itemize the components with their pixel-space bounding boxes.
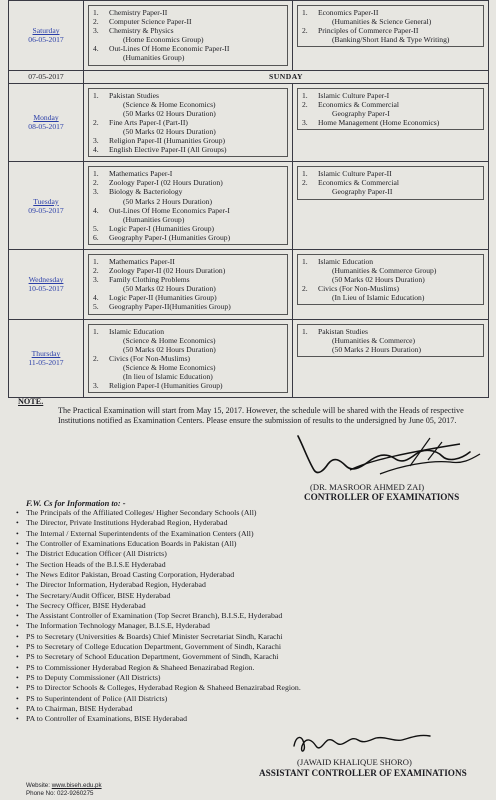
subject-name: Economics Paper-II [318,8,379,17]
subject-item [93,206,283,224]
afternoon-papers-list [302,327,479,354]
recipients-list [14,508,484,725]
date-cell [9,249,84,319]
subject-item [302,284,479,302]
controller-signature [290,430,490,482]
afternoon-papers-box [297,166,484,199]
subject-name: Pakistan Studies [109,90,159,100]
subject-number: 5. [93,302,99,312]
subject-name: Islamic Education [318,256,374,266]
date-cell [9,1,84,71]
subject-detail: (50 Marks 02 Hours Duration) [123,284,216,294]
subject-number: 4. [93,205,99,215]
afternoon-papers-box [297,88,484,130]
morning-papers-cell [84,249,293,319]
subject-number: 1. [93,256,99,266]
subject-number: 1. [93,8,99,17]
subject-detail: (50 Marks 2 Hours Duration) [123,196,213,206]
subject-number: 3. [93,187,99,197]
subject-name: English Elective Paper-II (All Groups) [109,145,227,155]
subject-number: 2. [93,117,99,127]
subject-number: 3. [93,136,99,146]
subject-name: Civics (For Non-Muslims) [109,353,191,363]
afternoon-papers-list [302,8,479,44]
note-text: The Practical Examination will start from May 15, 2017. However, the schedule will be shared with the Heads of respective Institutions notified as Examination Centers. Please ensure the submission of results to the undersigned by June 05, 2017. [58,406,464,425]
subject-name: Chemistry Paper-II [109,8,168,17]
phone-number: 022-9260275 [56,790,94,797]
subject-item [93,136,283,145]
subject-name: Logic Paper-II (Humanities Group) [109,293,217,303]
morning-papers-box [88,166,288,245]
subject-name: Out-Lines Of Home Economic Paper-II [109,44,230,54]
recipient-item: • The Secretary/Audit Officer, BISE Hyderabad [14,591,484,601]
subject-detail: (Humanities Group) [123,214,185,224]
recipient-item: • PS to Secretary (Universities & Boards) Chief Minister Secretariat Sindh, Karachi [14,632,484,642]
subject-number: 3. [302,117,308,127]
subject-name: Geography Paper-II(Humanities Group) [109,302,231,312]
subject-name: Religion Paper-I (Humanities Group) [109,381,223,391]
recipient-item: • PS to Commissioner Hyderabad Region & Shaheed Benazirabad Region. [14,663,484,673]
subject-name: Economics & Commercial [318,178,399,188]
controller-name: (DR. MASROOR AHMED ZAI) [310,482,425,492]
fwcs-heading: F.W. Cs for Information to: - [26,499,126,508]
morning-papers-cell [84,1,293,71]
recipient-item: • PA to Chairman, BISE Hyderabad [14,704,484,714]
row-date: 09-05-2017 [28,205,64,215]
recipient-item: • PS to Deputy Commissioner (All Districts) [14,673,484,683]
subject-number: 3. [93,275,99,285]
subject-item [93,327,283,354]
assistant-title: ASSISTANT CONTROLLER OF EXAMINATIONS [259,768,467,778]
subject-detail: (Humanities Group) [123,53,185,63]
morning-papers-cell [84,83,293,162]
morning-papers-cell [84,319,293,398]
afternoon-papers-cell [293,83,489,162]
row-day: Tuesday [33,196,59,206]
subject-item [93,381,283,390]
subject-name: Geography Paper-I (Humanities Group) [109,232,231,242]
afternoon-papers-cell [293,1,489,71]
morning-papers-box [88,254,288,315]
subject-item [93,302,283,311]
recipient-item: • The News Editor Pakistan, Broad Casting Corporation, Hyderabad [14,570,484,580]
controller-title: CONTROLLER OF EXAMINATIONS [304,492,460,502]
morning-papers-box [88,324,288,394]
subject-number: 2. [93,266,99,276]
subject-number: 1. [302,90,308,100]
subject-number: 2. [93,17,99,27]
subject-detail: (50 Marks 2 Hours Duration) [332,344,422,354]
subject-name: Zoology Paper-I (02 Hours Duration) [109,178,223,188]
subject-number: 1. [93,90,99,100]
subject-number: 2. [93,353,99,363]
morning-papers-box [88,88,288,158]
subject-item [93,293,283,302]
subject-detail: (In lieu of Islamic Education) [123,372,213,381]
afternoon-papers-list [302,257,479,302]
morning-papers-list [93,8,283,63]
afternoon-papers-list [302,91,479,127]
subject-number: 3. [93,26,99,36]
afternoon-papers-list [302,169,479,196]
recipient-item: • The Director Information, Hyderabad Region, Hyderabad [14,580,484,590]
subject-item [93,118,283,136]
subject-item [93,187,283,205]
subject-detail: (Humanities & Science General) [332,17,432,27]
subject-name: Mathematics Paper-I [109,169,173,179]
row-day: Wednesday [28,275,64,285]
subject-detail: (Humanities & Commerce Group) [332,266,437,276]
subject-item [302,26,479,44]
recipient-item: • The Secrecy Officer, BISE Hyderabad [14,601,484,611]
date-cell [9,162,84,250]
row-date: 11-05-2017 [28,358,64,368]
row-day: Thursday [31,349,61,359]
recipient-item: • PS to Secretary of College Education Department, Government of Sindh, Karachi [14,642,484,652]
schedule-row [9,162,489,250]
website-link[interactable]: www.biseh.edu.pk [51,782,102,789]
note-title: NOTE. [18,397,44,406]
afternoon-papers-box [297,254,484,305]
subject-item [93,354,283,381]
subject-detail: (50 Marks 02 Hours Duration) [123,344,216,354]
subject-number: 1. [302,8,308,17]
subject-detail: (In Lieu of Islamic Education) [332,293,425,303]
holiday-cell [84,70,489,83]
schedule-row [9,83,489,162]
subject-detail: (50 Marks 02 Hours Duration) [123,126,216,136]
subject-detail: Geography Paper-II [332,187,393,197]
subject-item [93,17,283,26]
date-cell [9,83,84,162]
subject-name: Civics (For Non-Muslims) [318,284,400,294]
subject-item [93,145,283,154]
subject-number: 1. [93,326,99,336]
subject-item [302,100,479,118]
subject-number: 1. [302,326,308,336]
subject-item [93,224,283,233]
date-cell [9,319,84,398]
subject-detail: (50 Marks 02 Hours Duration) [332,275,425,285]
subject-detail: (Science & Home Economics) [123,362,216,372]
footer [26,782,102,798]
recipient-item: • PA to Controller of Examinations, BISE Hyderabad [14,714,484,724]
schedule-row [9,319,489,398]
row-date: 07-05-2017 [28,72,64,82]
subject-number: 3. [93,381,99,391]
subject-name: Home Management (Home Economics) [318,117,440,127]
afternoon-papers-cell [293,162,489,250]
morning-papers-box [88,5,288,66]
subject-detail: Geography Paper-I [332,108,390,118]
subject-item [93,233,283,242]
exam-schedule-table [8,0,489,398]
subject-item [93,257,283,266]
phone-label: Phone No: [26,790,56,797]
schedule-row [9,249,489,319]
subject-name: Mathematics Paper-II [109,256,175,266]
assistant-signature [290,728,440,758]
subject-number: 4. [93,44,99,54]
sunday-row [9,70,489,83]
subject-item [93,8,283,17]
subject-name: Economics & Commercial [318,99,399,109]
assistant-name: (JAWAID KHALIQUE SHORO) [297,757,412,767]
controller-signature-block [260,430,490,500]
subject-name: Family Clothing Problems [109,275,190,285]
afternoon-papers-box [297,5,484,47]
subject-item [93,266,283,275]
subject-item [302,118,479,127]
subject-name: Logic Paper-I (Humanities Group) [109,223,215,233]
subject-name: Biology & Bacteriology [109,187,183,197]
recipient-item: • PS to Superintendent of Police (All Districts) [14,694,484,704]
subject-item [302,91,479,100]
subject-number: 4. [93,145,99,155]
subject-number: 2. [302,99,308,109]
subject-number: 2. [302,284,308,294]
subject-number: 1. [93,169,99,179]
date-cell [9,70,84,83]
morning-papers-cell [84,162,293,250]
subject-number: 1. [302,256,308,266]
subject-item [302,257,479,284]
recipient-item: • The Section Heads of the B.I.S.E Hyderabad [14,560,484,570]
subject-item [93,275,283,293]
subject-name: Fine Arts Paper-I (Part-II) [109,117,188,127]
subject-name: Islamic Culture Paper-II [318,169,392,179]
morning-papers-list [93,91,283,155]
subject-item [302,8,479,26]
row-date: 10-05-2017 [28,284,64,294]
afternoon-papers-cell [293,319,489,398]
subject-name: Zoology Paper-II (02 Hours Duration) [109,266,226,276]
subject-name: Principles of Commerce Paper-II [318,26,419,36]
subject-name: Out-Lines Of Home Economics Paper-I [109,205,230,215]
row-date: 06-05-2017 [28,35,64,45]
subject-name: Religion Paper-II (Humanities Group) [109,136,226,146]
subject-item [93,26,283,44]
subject-detail: (50 Marks 02 Hours Duration) [123,108,216,118]
subject-name: Pakistan Studies [318,326,368,336]
subject-name: Islamic Education [109,326,165,336]
recipient-item: • The Assistant Controller of Examination (Top Secret Branch), B.I.S.E, Hyderabad [14,611,484,621]
morning-papers-list [93,169,283,242]
subject-detail: (Science & Home Economics) [123,99,216,109]
subject-item [93,178,283,187]
subject-number: 2. [93,178,99,188]
subject-number: 4. [93,293,99,303]
subject-name: Islamic Culture Paper-I [318,90,390,100]
recipient-item: • The Information Technology Manager, B.I.S.E, Hyderabad [14,621,484,631]
recipient-item: • The Controller of Examinations Education Boards in Pakistan (All) [14,539,484,549]
subject-number: 2. [302,178,308,188]
subject-item [302,327,479,354]
subject-detail: (Home Economics Group) [123,35,204,45]
recipient-item: • The Principals of the Affiliated Colleges/ Higher Secondary Schools (All) [14,508,484,518]
subject-name: Chemistry & Physics [109,26,174,36]
recipient-item: • PS to Director Schools & Colleges, Hyderabad Region & Shaheed Benazirabad Region. [14,683,484,693]
row-date: 08-05-2017 [28,122,64,132]
row-day: Saturday [32,26,60,36]
afternoon-papers-cell [293,249,489,319]
subject-number: 5. [93,223,99,233]
holiday-label: SUNDAY [269,72,303,82]
subject-detail: (Banking/Short Hand & Type Writing) [332,35,450,45]
recipient-item: • The Internal / External Superintendents of the Examination Centers (All) [14,529,484,539]
morning-papers-list [93,327,283,391]
morning-papers-list [93,257,283,312]
recipient-item: • PS to Secretary of School Education Department, Government of Sindh, Karachi [14,652,484,662]
recipient-item: • The Director, Private Institutions Hyderabad Region, Hyderabad [14,518,484,528]
subject-number: 1. [302,169,308,179]
subject-detail: (Humanities & Commerce) [332,335,416,345]
afternoon-papers-box [297,324,484,357]
subject-detail: (Science & Home Economics) [123,335,216,345]
assistant-signature-block [250,728,490,788]
subject-name: Computer Science Paper-II [109,17,192,27]
subject-number: 2. [302,26,308,36]
subject-item [93,169,283,178]
subject-number: 6. [93,232,99,242]
subject-item [302,178,479,196]
subject-item [93,91,283,118]
website-label: Website: [26,782,50,789]
recipient-item: • The District Education Officer (All Districts) [14,549,484,559]
subject-item [93,44,283,62]
subject-item [302,169,479,178]
schedule-row [9,1,489,71]
row-day: Monday [33,113,59,123]
